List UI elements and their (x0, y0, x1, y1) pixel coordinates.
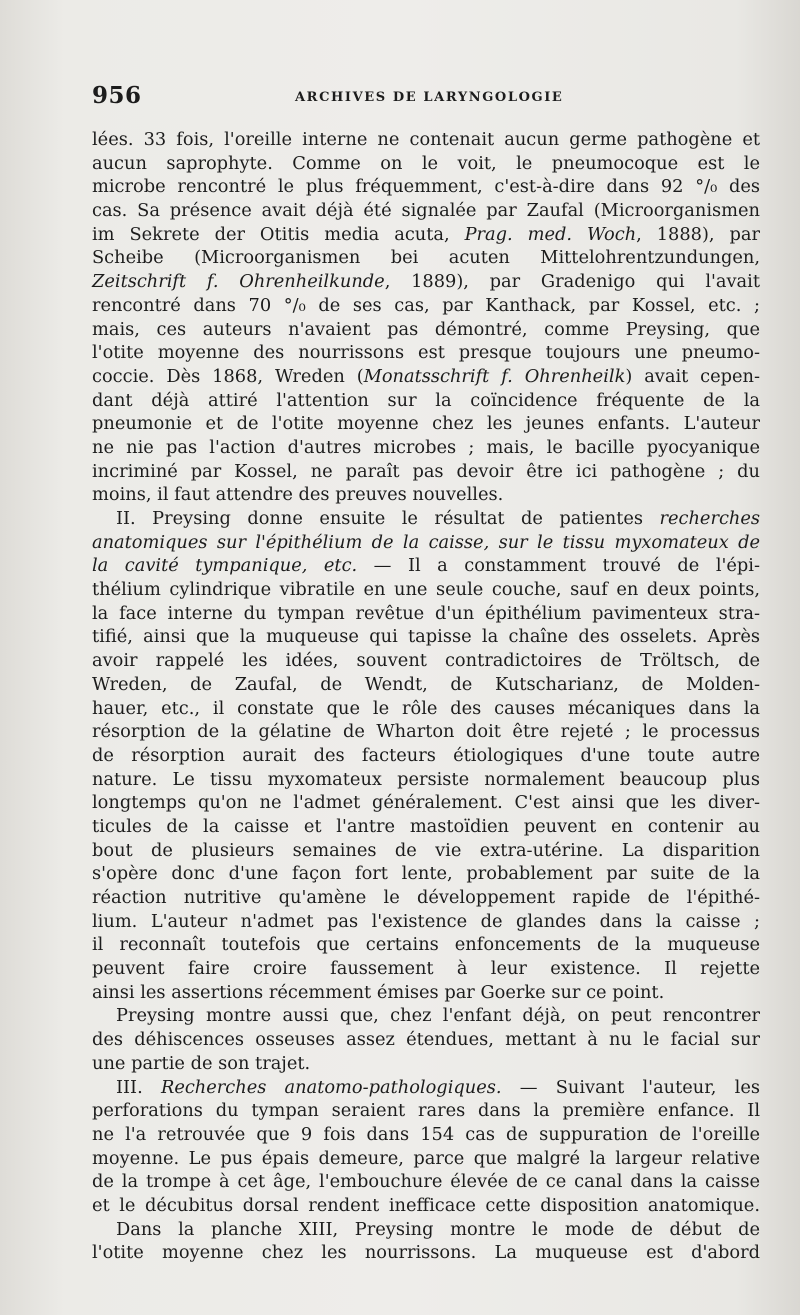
text-span: Dans la planche XIII, Preysing montre le mode de début de (116, 1218, 760, 1240)
text-line (92, 768, 760, 792)
italic-text: anatomiques sur l'épithélium de la caisse, sur le tissu myxomateux de (92, 531, 760, 553)
text-line (92, 697, 760, 721)
text-line (92, 531, 760, 555)
text-span: lées. 33 fois, l'oreille interne ne contenait aucun germe pathogène et (92, 129, 760, 150)
body-text (92, 128, 760, 1265)
text-span: la face interne du tympan revêtue d'un épithélium pavimenteux stra- (92, 602, 760, 624)
text-span: hauer, etc., il constate que le rôle des causes mécaniques dans la (92, 697, 760, 719)
text-span: avoir rappelé les idées, souvent contradictoires de Tröltsch, de (92, 650, 760, 672)
running-head (92, 82, 752, 116)
text-span: de résorption aurait des facteurs étiologiques d'une toute autre (92, 744, 760, 766)
italic-text: recherches (659, 508, 760, 529)
text-line (92, 246, 760, 270)
text-span: et le décubitus dorsal rendent inefficace cette disposition anatomique. (92, 1194, 760, 1216)
text-span: ne l'a retrouvée que 9 fois dans 154 cas de suppuration de l'oreille (92, 1123, 760, 1145)
text-line (92, 744, 760, 768)
italic-text: Recherches anatomo-pathologiques. (160, 1076, 502, 1098)
text-line (92, 223, 760, 247)
text-span: une partie de son trajet. (92, 1052, 311, 1074)
text-span: longtemps qu'on ne l'admet généralement. C'est ainsi que les diver- (92, 792, 760, 814)
text-span: ainsi les assertions récemment émises par Goerke sur ce point. (92, 981, 665, 1003)
text-line (92, 981, 760, 1005)
italic-text: la cavité tympanique, etc. (92, 555, 358, 577)
text-line (92, 578, 760, 602)
text-span: pneumonie et de l'otite moyenne chez les jeunes enfants. L'auteur (92, 413, 760, 435)
text-line (92, 152, 760, 176)
text-span: thélium cylindrique vibratile en une seule couche, sauf en deux points, (92, 579, 760, 601)
text-line (92, 270, 760, 294)
text-line (92, 815, 760, 839)
text-span: , 1889), par Gradenigo qui l'avait (384, 271, 760, 293)
text-line (92, 365, 760, 389)
text-span: aucun saprophyte. Comme on le voit, le pneumocoque est le (92, 152, 760, 174)
text-span: incriminé par Kossel, ne paraît pas devoir être ici pathogène ; du (92, 460, 760, 482)
text-span: II. Preysing donne ensuite le résultat de patientes (116, 508, 660, 529)
text-span: microbe rencontré le plus fréquemment, c'est-à-dire dans 92 °/₀ des (92, 176, 760, 198)
text-span: III. (116, 1076, 161, 1098)
text-line (92, 1052, 760, 1076)
text-span: im Sekrete der Otitis media acuta, (92, 223, 465, 245)
text-span: mais, ces auteurs n'avaient pas démontré, comme Preysing, que (92, 318, 760, 340)
text-line (92, 1241, 760, 1265)
text-span: coccie. Dès 1868, Wreden ( (92, 365, 364, 387)
text-line (92, 839, 760, 863)
text-line (92, 886, 760, 910)
text-line (92, 294, 760, 318)
text-span: peuvent faire croire faussement à leur existence. Il rejette (92, 958, 760, 980)
text-line (92, 957, 760, 981)
italic-text: Monatsschrift f. Ohrenheilk (363, 365, 626, 387)
text-line (92, 720, 760, 744)
text-span: ne nie pas l'action d'autres microbes ; mais, le bacille pyocyanique (92, 436, 760, 458)
text-span: — Suivant l'auteur, les (501, 1076, 760, 1098)
text-span: moins, il faut attendre des preuves nouvelles. (92, 484, 504, 506)
text-span: rencontré dans 70 °/₀ de ses cas, par Kanthack, par Kossel, etc. ; (92, 294, 760, 316)
text-span: Wreden, de Zaufal, de Wendt, de Kutscharianz, de Molden- (92, 673, 760, 695)
text-span: l'otite moyenne chez les nourrissons. La muqueuse est d'abord (92, 1242, 760, 1264)
italic-text: Prag. med. Woch (464, 223, 637, 245)
text-line (92, 341, 760, 365)
text-line (92, 1147, 760, 1171)
text-span: nature. Le tissu myxomateux persiste normalement beaucoup plus (92, 768, 760, 790)
text-span: ) avait cepen- (625, 365, 761, 387)
text-span: Preysing montre aussi que, chez l'enfant déjà, on peut rencontrer (116, 1005, 760, 1027)
text-line (92, 318, 760, 342)
text-line (92, 649, 760, 673)
text-line (92, 1028, 760, 1052)
text-line (92, 625, 760, 649)
text-line (92, 412, 760, 436)
text-span: réaction nutritive qu'amène le développement rapide de l'épithé- (92, 887, 760, 908)
italic-text: Zeitschrift f. Ohrenheilkunde (92, 271, 385, 293)
text-span: perforations du tympan seraient rares dans la première enfance. Il (92, 1100, 760, 1122)
text-line (92, 460, 760, 484)
text-span: dant déjà attiré l'attention sur la coïncidence fréquente de la (92, 389, 760, 411)
text-line (92, 1099, 760, 1123)
text-span: , 1888), par (636, 223, 761, 245)
journal-title: ARCHIVES DE LARYNGOLOGIE (295, 90, 564, 105)
text-span: ticules de la caisse et l'antre mastoïdien peuvent en contenir au (92, 815, 760, 837)
text-span: — Il a constamment trouvé de l'épi- (357, 555, 760, 577)
text-span: tifié, ainsi que la muqueuse qui tapisse la chaîne des osselets. Après (92, 626, 760, 648)
text-line (92, 554, 760, 578)
text-span: moyenne. Le pus épais demeure, parce que malgré la largeur relative (92, 1147, 760, 1169)
text-line (92, 1004, 760, 1028)
text-span: Scheibe (Microorganismen bei acuten Mittelohrentzundungen, (92, 247, 760, 269)
text-line (92, 436, 760, 460)
text-span: bout de plusieurs semaines de vie extra-utérine. La disparition (92, 839, 760, 861)
page-number: 956 (92, 82, 142, 109)
text-line (92, 933, 760, 957)
text-line (92, 389, 760, 413)
text-line (92, 507, 760, 531)
text-line (92, 673, 760, 697)
text-line (92, 910, 760, 934)
text-line (92, 791, 760, 815)
text-line (92, 1170, 760, 1194)
text-line (92, 1218, 760, 1242)
text-line (92, 483, 760, 507)
text-line (92, 602, 760, 626)
text-line (92, 862, 760, 886)
text-line (92, 175, 760, 199)
text-line (92, 1123, 760, 1147)
text-span: s'opère donc d'une façon fort lente, probablement par suite de la (92, 863, 760, 885)
text-line (92, 128, 760, 152)
text-span: lium. L'auteur n'admet pas l'existence de glandes dans la caisse ; (92, 910, 760, 932)
text-line (92, 1076, 760, 1100)
text-span: il reconnaît toutefois que certains enfoncements de la muqueuse (92, 934, 760, 956)
text-span: résorption de la gélatine de Wharton doit être rejeté ; le processus (92, 721, 760, 743)
text-line (92, 1194, 760, 1218)
text-span: de la trompe à cet âge, l'embouchure élevée de ce canal dans la caisse (92, 1171, 760, 1193)
text-line (92, 199, 760, 223)
text-span: des déhiscences osseuses assez étendues, mettant à nu le facial sur (92, 1029, 760, 1051)
text-span: l'otite moyenne des nourrissons est presque toujours une pneumo- (92, 342, 760, 364)
text-span: cas. Sa présence avait déjà été signalée par Zaufal (Microorganismen (92, 200, 760, 222)
